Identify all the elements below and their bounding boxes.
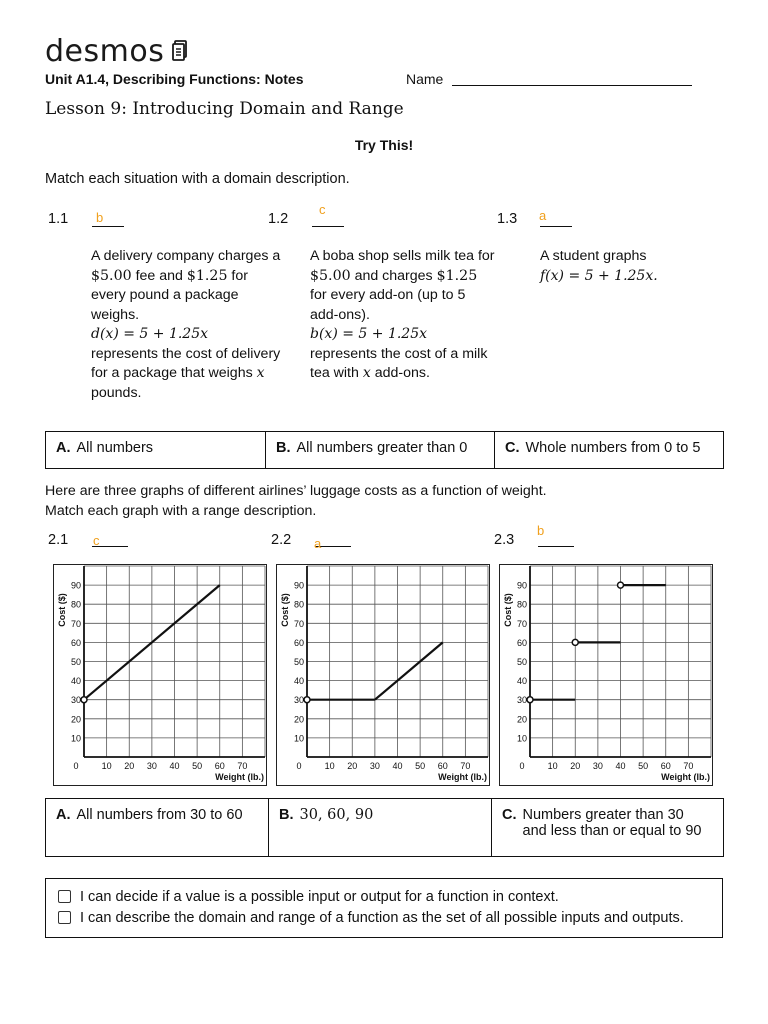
situation-text: A student graphs f(x) = 5 + 1.25x.	[540, 248, 658, 284]
option-c: C. Numbers greater than 30 and less than or equal to 90	[502, 807, 702, 839]
x-tick-label: 10	[101, 761, 112, 771]
handwritten-answer: a	[539, 208, 547, 223]
luggage-graph-2	[276, 564, 490, 786]
x-tick-label: 60	[214, 761, 225, 771]
x-tick-label: 10	[324, 761, 335, 771]
x-tick-label: 40	[392, 761, 403, 771]
y-tick-label: 80	[70, 599, 81, 610]
x-tick-label: 50	[192, 761, 203, 771]
y-tick-label: 90	[516, 580, 527, 591]
question-number: 1.3	[497, 211, 518, 227]
y-tick-label: 70	[70, 618, 81, 629]
y-tick-label: 10	[516, 733, 527, 744]
y-tick-label: 50	[70, 657, 81, 667]
x-tick-label: 30	[369, 761, 380, 771]
formula: b(x) = 5 + 1.25x	[310, 326, 428, 342]
part1-instructions: Match each situation with a domain description.	[45, 171, 350, 187]
x-tick-label: 30	[592, 761, 603, 771]
luggage-graph-3	[499, 564, 713, 786]
handwritten-answer: b	[537, 523, 545, 538]
desmos-logo: desmos	[45, 34, 165, 69]
learning-goals	[45, 878, 723, 938]
option-c: C. Whole numbers from 0 to 5	[505, 440, 701, 456]
y-tick-label: 30	[516, 695, 527, 706]
x-tick-label: 40	[169, 761, 180, 771]
open-point	[572, 639, 578, 645]
graph-frame	[277, 565, 490, 786]
y-tick-label: 80	[516, 599, 527, 610]
try-this-heading: Try This!	[354, 137, 414, 153]
y-tick-label: 90	[70, 580, 81, 591]
y-tick-label: 20	[293, 714, 304, 725]
situation-text: A delivery company charges a $5.00 fee and $1.25 for every pound a package weighs. d(x) = 5 + 1.25x represents the cost of delivery for a package that weighs x pounds.	[91, 248, 281, 401]
answer-blank[interactable]	[92, 226, 124, 227]
x-tick-label: 20	[124, 761, 135, 771]
graph-frame	[54, 565, 267, 786]
y-tick-label: 30	[293, 695, 304, 706]
x-tick-label: 40	[615, 761, 626, 771]
handwritten-answer: b	[96, 210, 104, 225]
y-tick-label: 60	[516, 637, 527, 648]
goal-item: I can decide if a value is a possible input or output for a function in context.	[58, 886, 710, 907]
part2-instructions: Here are three graphs of different airlines’ luggage costs as a function of weight.	[45, 483, 547, 499]
formula: d(x) = 5 + 1.25x	[91, 326, 209, 342]
x-tick-label: 70	[237, 761, 248, 771]
name-label: Name	[406, 71, 444, 87]
handwritten-answer: a	[314, 536, 322, 551]
question-number: 2.3	[494, 532, 515, 548]
y-tick-label: 70	[516, 618, 527, 629]
x-tick-label: 20	[570, 761, 581, 771]
x-tick-label: 50	[415, 761, 426, 771]
y-tick-label: 10	[70, 733, 81, 744]
x-axis-label: Weight (lb.)	[661, 772, 710, 782]
y-tick-label: 40	[516, 676, 527, 687]
x-axis-label: Weight (lb.)	[215, 772, 264, 782]
luggage-graph-1	[53, 564, 267, 786]
option-a: A. All numbers from 30 to 60	[46, 799, 269, 856]
range-options	[45, 798, 724, 857]
x-tick-label: 60	[660, 761, 671, 771]
x-tick-label: 10	[547, 761, 558, 771]
option-a: A. All numbers	[46, 432, 266, 468]
x-tick-label: 70	[683, 761, 694, 771]
option-b: B. All numbers greater than 0	[266, 432, 495, 468]
y-tick-label: 30	[70, 695, 81, 706]
answer-blank[interactable]	[540, 226, 572, 227]
y-tick-label: 60	[293, 637, 304, 648]
y-tick-label: 40	[293, 676, 304, 687]
checkbox[interactable]	[58, 911, 71, 924]
lesson-title: Lesson 9: Introducing Domain and Range	[45, 99, 404, 119]
answer-blank[interactable]	[312, 226, 344, 227]
x-tick-label: 70	[460, 761, 471, 771]
origin-label: 0	[296, 761, 302, 771]
goal-item: I can describe the domain and range of a function as the set of all possible inputs and outputs.	[58, 907, 710, 928]
x-axis-label: Weight (lb.)	[438, 772, 487, 782]
open-point	[81, 697, 87, 703]
y-axis-label: Cost ($)	[503, 593, 513, 627]
y-axis-label: Cost ($)	[280, 593, 290, 627]
y-tick-label: 40	[70, 676, 81, 687]
x-tick-label: 20	[347, 761, 358, 771]
question-number: 1.2	[268, 211, 289, 227]
part2-instructions: Match each graph with a range description.	[45, 503, 317, 519]
handwritten-answer: c	[319, 202, 326, 217]
situation-text: A boba shop sells milk tea for $5.00 and charges $1.25 for every add-on (up to 5 add-ons). b(x) = 5 + 1.25x represents the cost of a milk tea with x add-ons.	[310, 248, 495, 381]
y-tick-label: 50	[293, 657, 304, 667]
y-tick-label: 80	[293, 599, 304, 610]
handwritten-answer: c	[93, 533, 100, 548]
name-field[interactable]	[452, 85, 692, 86]
question-number: 2.1	[48, 532, 69, 548]
y-tick-label: 20	[516, 714, 527, 725]
y-tick-label: 10	[293, 733, 304, 744]
x-tick-label: 30	[146, 761, 157, 771]
answer-blank[interactable]	[538, 546, 574, 547]
y-tick-label: 60	[70, 637, 81, 648]
y-tick-label: 50	[516, 657, 527, 667]
open-point	[618, 582, 624, 588]
y-tick-label: 20	[70, 714, 81, 725]
open-point	[304, 697, 310, 703]
question-number: 2.2	[271, 532, 292, 548]
origin-label: 0	[73, 761, 79, 771]
domain-options	[45, 431, 724, 469]
origin-label: 0	[519, 761, 525, 771]
unit-title: Unit A1.4, Describing Functions: Notes	[45, 71, 304, 87]
worksheet-icon	[172, 40, 188, 61]
formula: f(x) = 5 + 1.25x.	[540, 267, 658, 284]
y-axis-label: Cost ($)	[57, 593, 67, 627]
graph-frame	[500, 565, 713, 786]
option-b: B. 30, 60, 90	[269, 799, 492, 856]
x-tick-label: 60	[437, 761, 448, 771]
y-tick-label: 70	[293, 618, 304, 629]
checkbox[interactable]	[58, 890, 71, 903]
open-point	[527, 697, 533, 703]
question-number: 1.1	[48, 211, 69, 227]
y-tick-label: 90	[293, 580, 304, 591]
x-tick-label: 50	[638, 761, 649, 771]
